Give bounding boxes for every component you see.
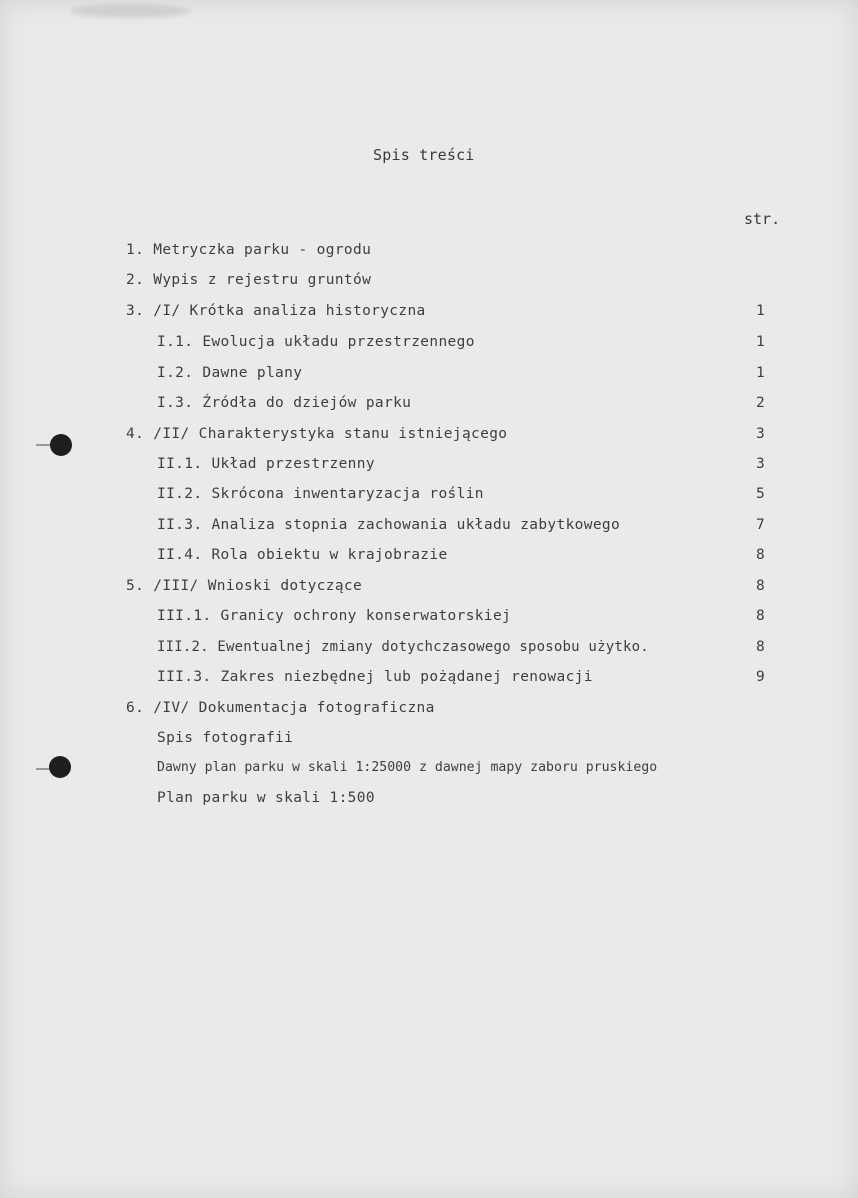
toc-entry-page: 5 — [756, 486, 766, 502]
toc-entry-text: 4. /II/ Charakterystyka stanu istniejącego — [126, 426, 508, 442]
toc-entry — [0, 547, 858, 571]
toc-entry — [0, 334, 858, 358]
paper-smudge — [70, 4, 190, 18]
toc-entry — [0, 395, 858, 419]
toc-entry-text: III.2. Ewentualnej zmiany dotychczasowego sposobu użytko. — [157, 639, 649, 655]
toc-entry — [0, 486, 858, 510]
toc-entry — [0, 456, 858, 480]
toc-entry-page: 8 — [756, 547, 766, 563]
toc-entry-text: I.1. Ewolucja układu przestrzennego — [157, 334, 475, 350]
toc-entry-page: 1 — [756, 334, 766, 350]
toc-entry — [0, 303, 858, 327]
toc-entry — [0, 669, 858, 693]
page-title: Spis treści — [373, 146, 475, 164]
toc-entry — [0, 790, 858, 814]
toc-entry-page: 8 — [756, 608, 766, 624]
toc-entry-text: 6. /IV/ Dokumentacja fotograficzna — [126, 700, 435, 716]
toc-entry — [0, 608, 858, 632]
toc-entry-page: 3 — [756, 456, 766, 472]
toc-entry-page: 7 — [756, 517, 766, 533]
toc-entry — [0, 426, 858, 450]
toc-entry-text: Dawny plan parku w skali 1:25000 z dawnej mapy zaboru pruskiego — [157, 760, 658, 775]
toc-entry-text: Plan parku w skali 1:500 — [157, 790, 375, 806]
toc-entry — [0, 578, 858, 602]
page-column-label: str. — [744, 210, 781, 228]
toc-entry-page: 9 — [756, 669, 766, 685]
toc-entry-page: 8 — [756, 578, 766, 594]
toc-entry-text: I.3. Źródła do dziejów parku — [157, 395, 412, 411]
toc-entry-text: 2. Wypis z rejestru gruntów — [126, 272, 372, 288]
toc-entry — [0, 730, 858, 754]
toc-entry — [0, 365, 858, 389]
toc-entry-page: 3 — [756, 426, 766, 442]
toc-entry-text: III.3. Zakres niezbędnej lub pożądanej renowacji — [157, 669, 593, 685]
toc-entry — [0, 760, 858, 784]
toc-entry-text: 3. /I/ Krótka analiza historyczna — [126, 303, 426, 319]
toc-entry-text: Spis fotografii — [157, 730, 294, 746]
toc-entry-page: 2 — [756, 395, 766, 411]
toc-entry-text: II.2. Skrócona inwentaryzacja roślin — [157, 486, 484, 502]
toc-entry-text: 1. Metryczka parku - ogrodu — [126, 242, 372, 258]
toc-entry-page: 1 — [756, 365, 766, 381]
toc-entry-page: 1 — [756, 303, 766, 319]
toc-entry — [0, 700, 858, 724]
toc-entry — [0, 517, 858, 541]
toc-entry-text: II.4. Rola obiektu w krajobrazie — [157, 547, 448, 563]
toc-entry — [0, 242, 858, 266]
toc-entry-text: 5. /III/ Wnioski dotyczące — [126, 578, 363, 594]
binder-hole — [50, 434, 72, 456]
toc-entry — [0, 272, 858, 296]
toc-entry-page: 8 — [756, 639, 766, 655]
binder-hole — [49, 756, 71, 778]
toc-entry-text: II.1. Układ przestrzenny — [157, 456, 375, 472]
toc-entry-text: III.1. Granicy ochrony konserwatorskiej — [157, 608, 512, 624]
toc-entry — [0, 639, 858, 663]
toc-entry-text: II.3. Analiza stopnia zachowania układu zabytkowego — [157, 517, 621, 533]
toc-entry-text: I.2. Dawne plany — [157, 365, 303, 381]
